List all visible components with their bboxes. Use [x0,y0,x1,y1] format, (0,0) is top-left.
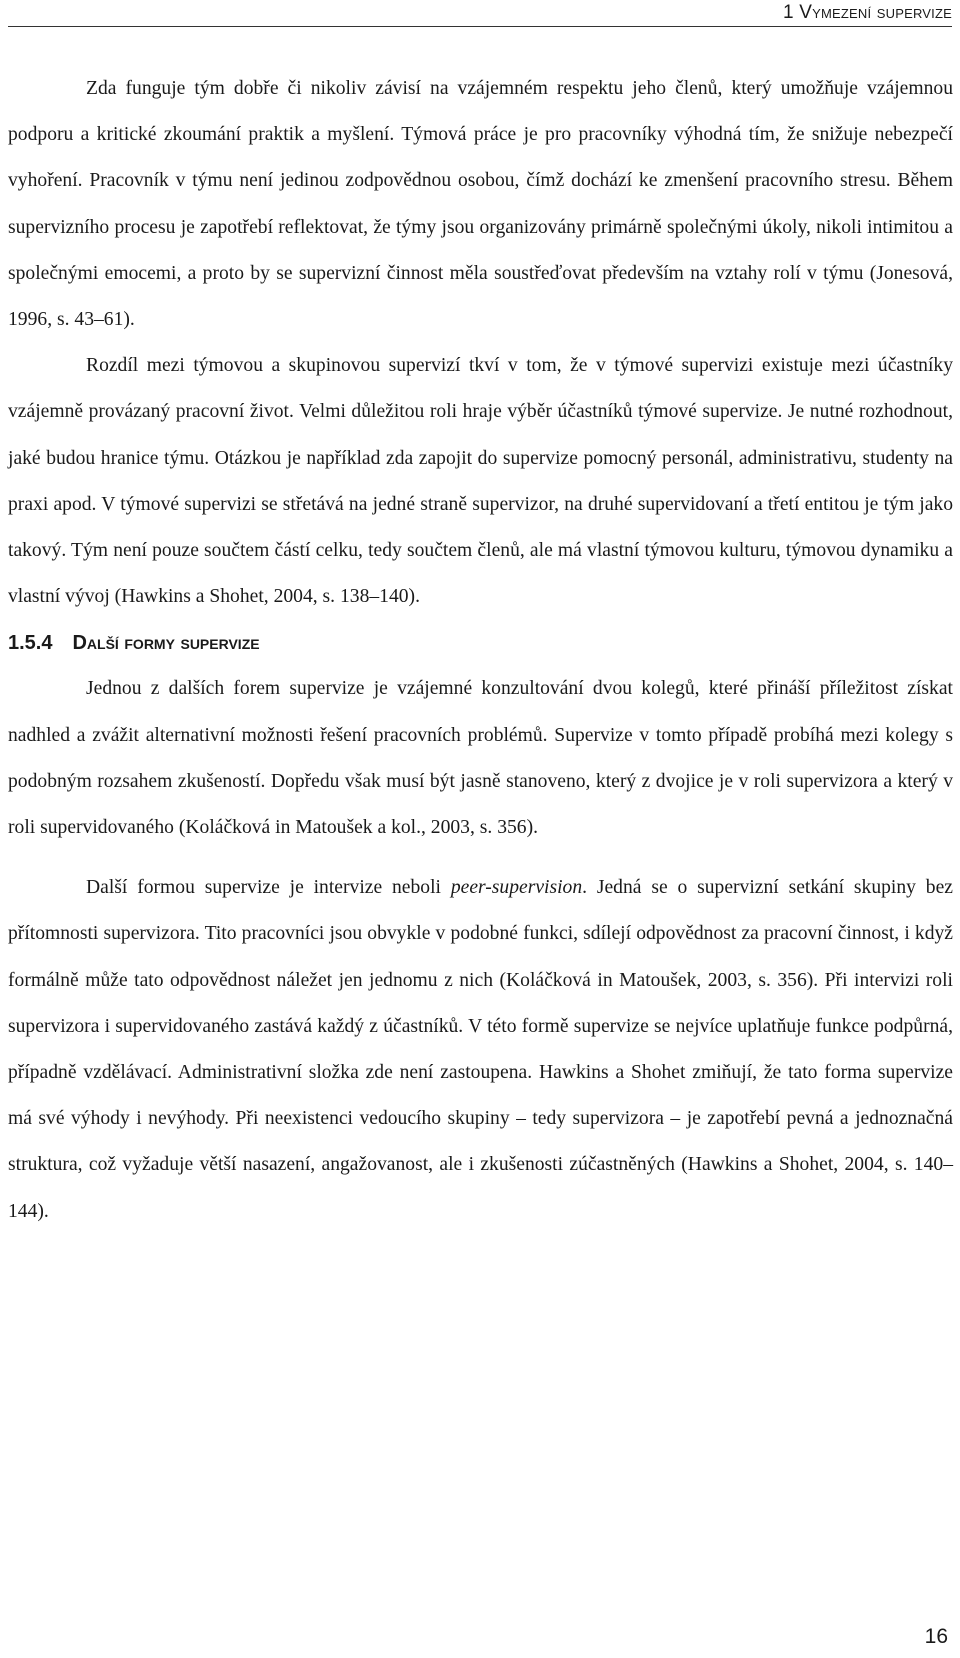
section-number: 1.5.4 [8,632,53,655]
page-number: 16 [924,1625,948,1648]
peer-supervision-term: peer-supervision [450,877,583,899]
section-heading [8,620,953,666]
header-divider [8,26,952,27]
paragraph-peer-consultation: Jednou z dalších forem supervize je vzájemné konzultování dvou kolegů, které přináší příležitost získat nadhled a zvážit alternativní možnosti řešení pracovních problémů. Supervize v tomto případě probíhá mezi kolegy s podobným rozsahem zkušeností. Dopředu však musí být jasně stanoveno, který z dvojice je v roli supervizora a který v roli supervidovaného (Koláčková in Matoušek a kol., 2003, s. 356). [8,678,953,839]
intervision-text-rest: . Jedná se o supervizní setkání skupiny bez přítomnosti supervizora. Tito pracovníci jsou obvykle v podobné funkci, sdílejí odpovědnost za pracovní činnost, i když formálně může tato odpovědnost náležet jen jednomu z nich (Koláčková in Matoušek, 2003, s. 356). Při intervizi roli supervizora i supervidovaného zastává každý z účastníků. V této formě supervize se nejvíce uplatňuje funkce podpůrná, případně vzdělávací. Administrativní složka zde není zastoupena. Hawkins a Shohet zmiňují, že tato forma supervize má své výhody i nevýhody. Při neexistenci vedoucího skupiny – tedy supervizora – je zapotřebí pevná a jednoznačná struktura, což vyžaduje větší nasazení, angažovanost, ale i zkušenosti zúčastněných (Hawkins a Shohet, 2004, s. 140–144). [8,877,954,1222]
running-header [783,0,952,26]
header-chapter-number: 1 [782,2,794,23]
paragraph-intervision [8,865,953,1235]
section-title: Další formy supervize [72,632,260,655]
paragraph-team-vs-group-supervision: Rozdíl mezi týmovou a skupinovou supervizí tkví v tom, že v týmové supervizi existuje mezi účastníky vzájemně provázaný pracovní život. Velmi důležitou roli hraje výběr účastníků týmové supervize. Je nutné rozhodnout, jaké budou hranice týmu. Otázkou je například zda zapojit do supervize pomocný personál, administrativu, studenty na praxi apod. V týmové supervizi se střetává na jedné straně supervizor, na druhé supervidovaní a třetí entitou je tým jako takový. Tým není pouze součtem částí celku, tedy součtem členů, ale má vlastní týmovou kulturu, týmovou dynamiku a vlastní vývoj (Hawkins a Shohet, 2004, s. 138–140). [8,355,953,608]
page-body [8,66,953,1235]
paragraph-team-functioning: Zda funguje tým dobře či nikoliv závisí na vzájemném respektu jeho členů, který umožňuje vzájemnou podporu a kritické zkoumání praktik a myšlení. Týmová práce je pro pracovníky výhodná tím, že snižuje nebezpečí vyhoření. Pracovník v týmu není jedinou zodpovědnou osobou, čímž dochází ke zmenšení pracovního stresu. Během supervizního procesu je zapotřebí reflektovat, že týmy jsou organizovány primárně společnými úkoly, nikoli intimitou a společnými emocemi, a proto by se supervizní činnost měla soustřeďovat především na vztahy rolí v týmu (Jonesová, 1996, s. 43–61). [8,78,953,331]
intervision-text-start: Další formou supervize je intervize neboli [86,877,451,899]
header-chapter-title: Vymezení supervize [799,2,952,23]
